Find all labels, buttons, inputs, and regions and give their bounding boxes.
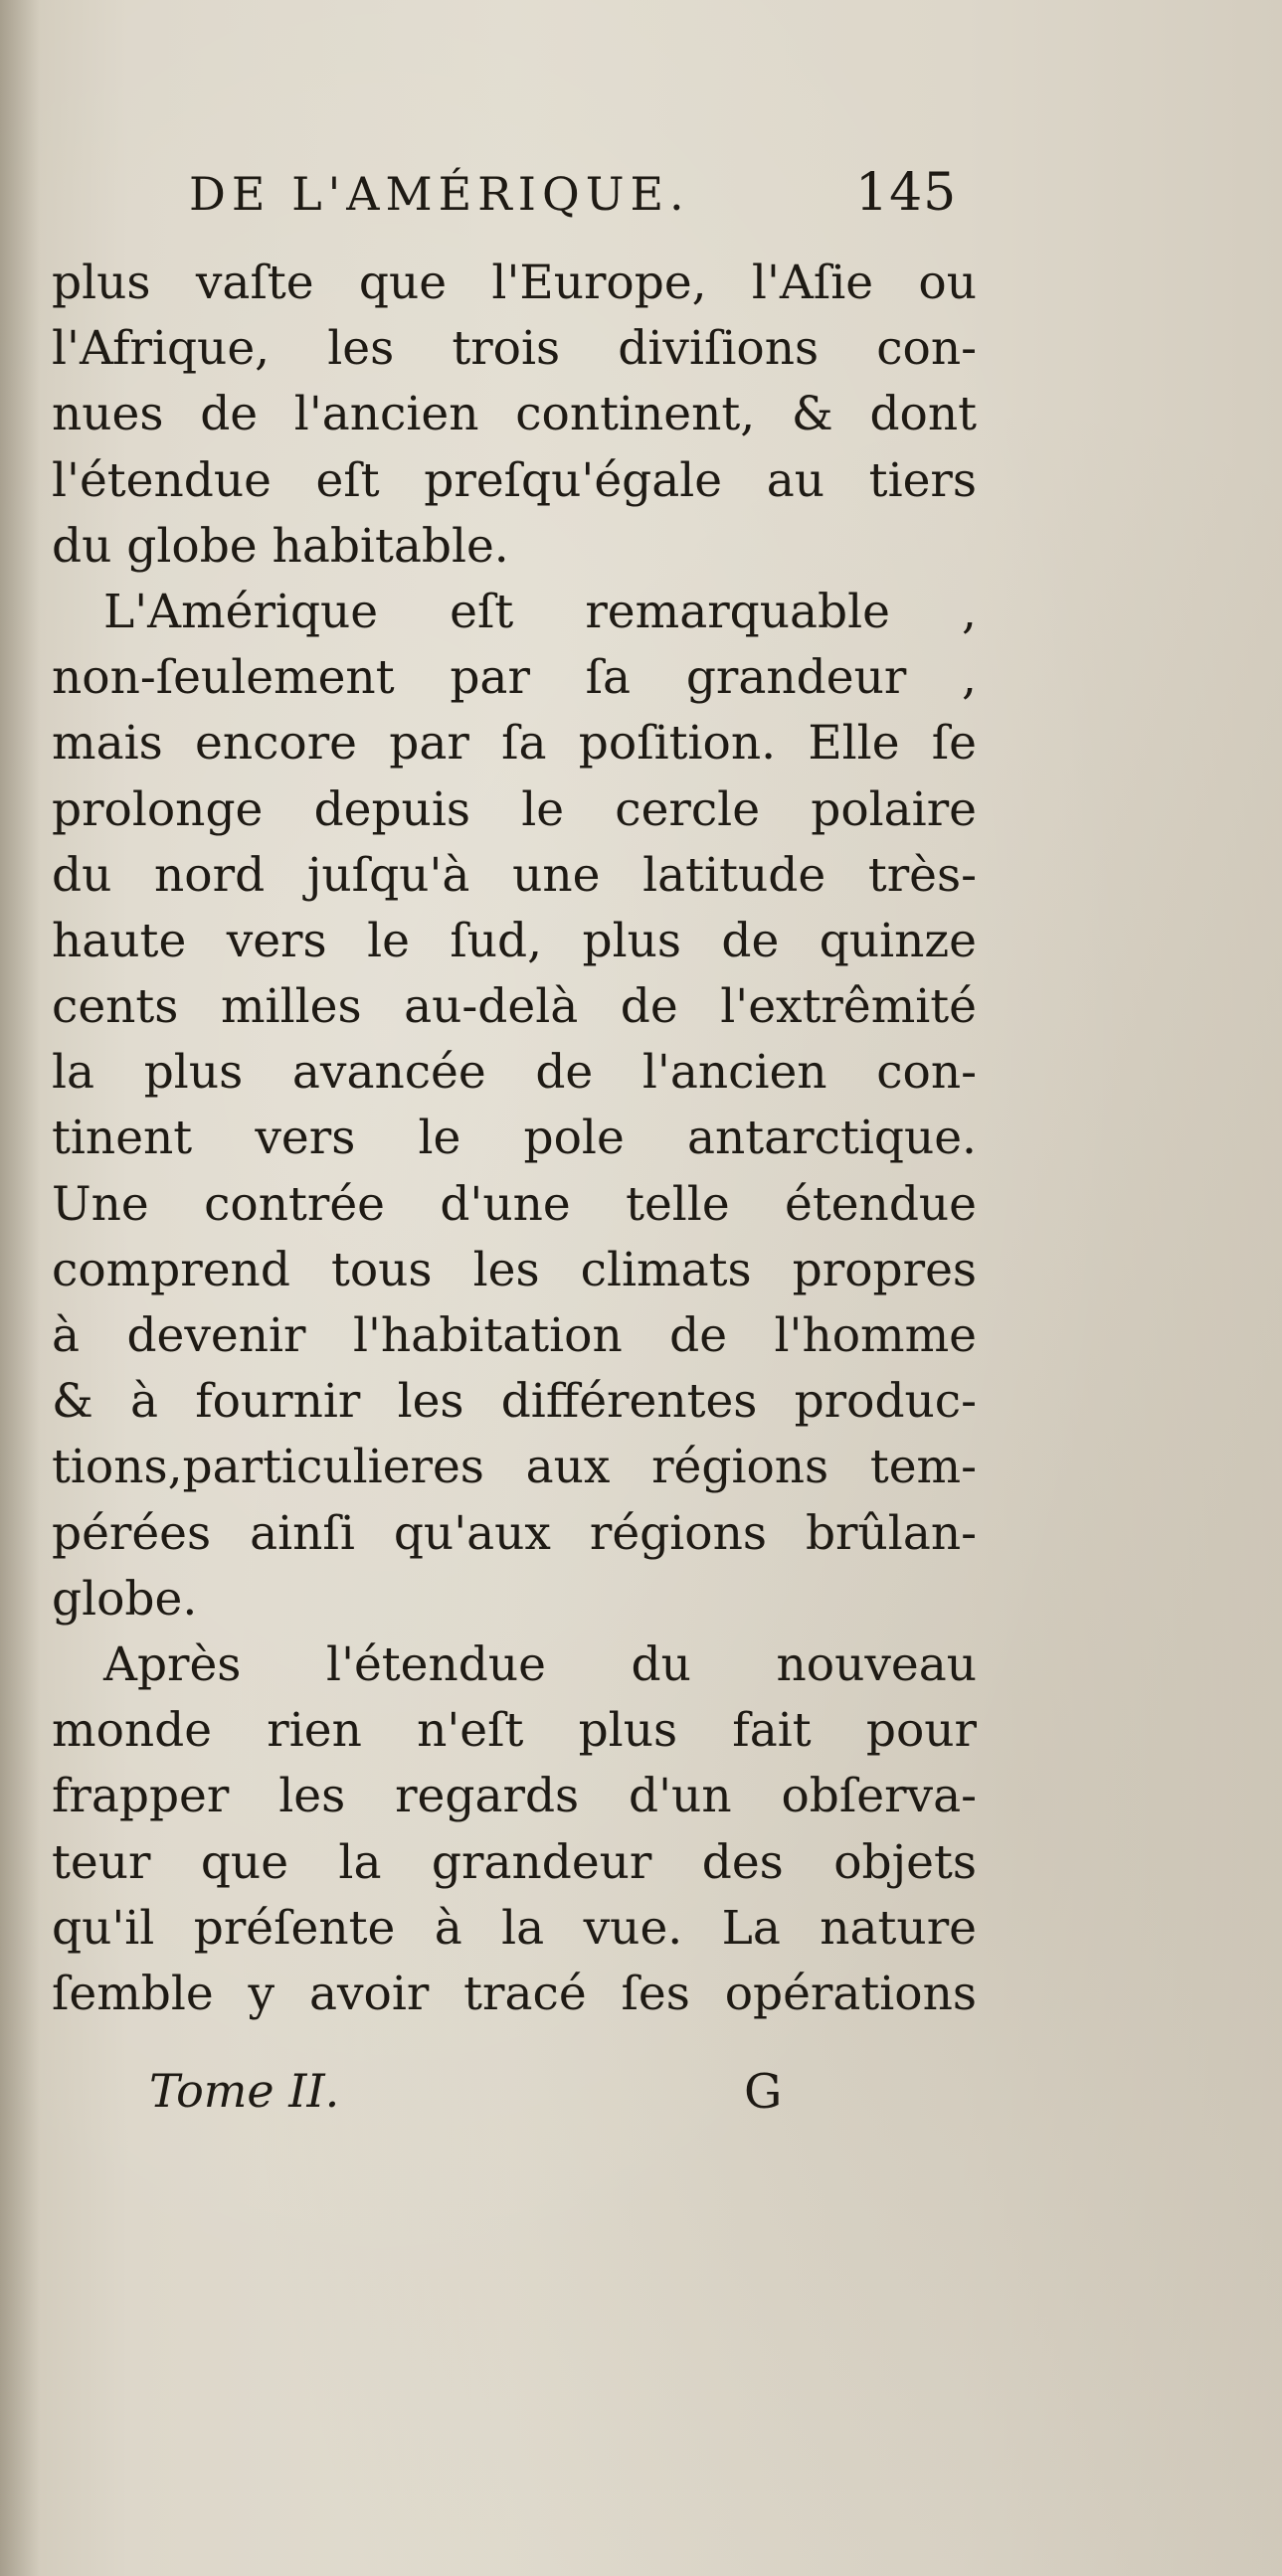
text-line: frapper les regards d'un obſerva- [52,1769,977,1824]
text-line: comprend tous les climats propres [52,1242,977,1297]
running-head [189,163,985,237]
text-line: ſemble y avoir tracé ſes opérations [52,1966,977,2021]
text-line: Après l'étendue du nouveau [103,1636,977,1692]
spine-shadow [0,0,40,2576]
text-line: haute vers le ſud, plus de quinze [52,913,977,968]
text-line: du globe habitable. [52,518,509,574]
page-number: 145 [855,163,958,223]
text-line: l'étendue eſt preſqu'égale au tiers [52,452,977,508]
text-line: teur que la grandeur des objets [52,1834,977,1890]
text-line: la plus avancée de l'ancien con- [52,1045,977,1101]
running-title: DE L'AMÉRIQUE. [189,167,690,221]
text-line: prolonge depuis le cercle polaire [52,781,977,837]
text-line: mais encore par ſa poſition. Elle ſe [52,716,977,772]
text-line: nues de l'ancien continent, & dont [52,387,977,442]
text-line: l'Afrique, les trois diviſions con- [52,321,977,377]
signature-mark: G [744,2064,783,2120]
body-text [52,251,977,2027]
text-line: monde rien n'eſt plus fait pour [52,1703,977,1759]
text-line: tinent vers le pole antarctique. [52,1111,977,1166]
text-line: non-ſeulement par ſa grandeur , [52,650,977,706]
text-line: & à fournir les différentes produc- [52,1374,977,1430]
paragraph-1 [52,251,977,580]
page-footer [149,2064,845,2134]
text-line: L'Amérique eſt remarquable , [103,584,977,639]
volume-label: Tome II. [149,2064,340,2118]
paragraph-3 [52,1632,977,2027]
text-line: tions,particulieres aux régions tem- [52,1440,977,1495]
text-line: Une contrée d'une telle étendue [52,1176,977,1232]
text-line: qu'il préſente à la vue. La nature [52,1900,977,1956]
text-line: du nord juſqu'à une latitude très- [52,847,977,903]
paragraph-2 [52,580,977,1632]
text-line: globe. [52,1571,198,1627]
text-line: cents milles au-delà de l'extrêmité [52,979,977,1035]
text-line: pérées ainſi qu'aux régions brûlan- [52,1505,977,1561]
text-line: plus vaſte que l'Europe, l'Aſie ou [52,256,977,310]
text-line: à devenir l'habitation de l'homme [52,1308,977,1363]
